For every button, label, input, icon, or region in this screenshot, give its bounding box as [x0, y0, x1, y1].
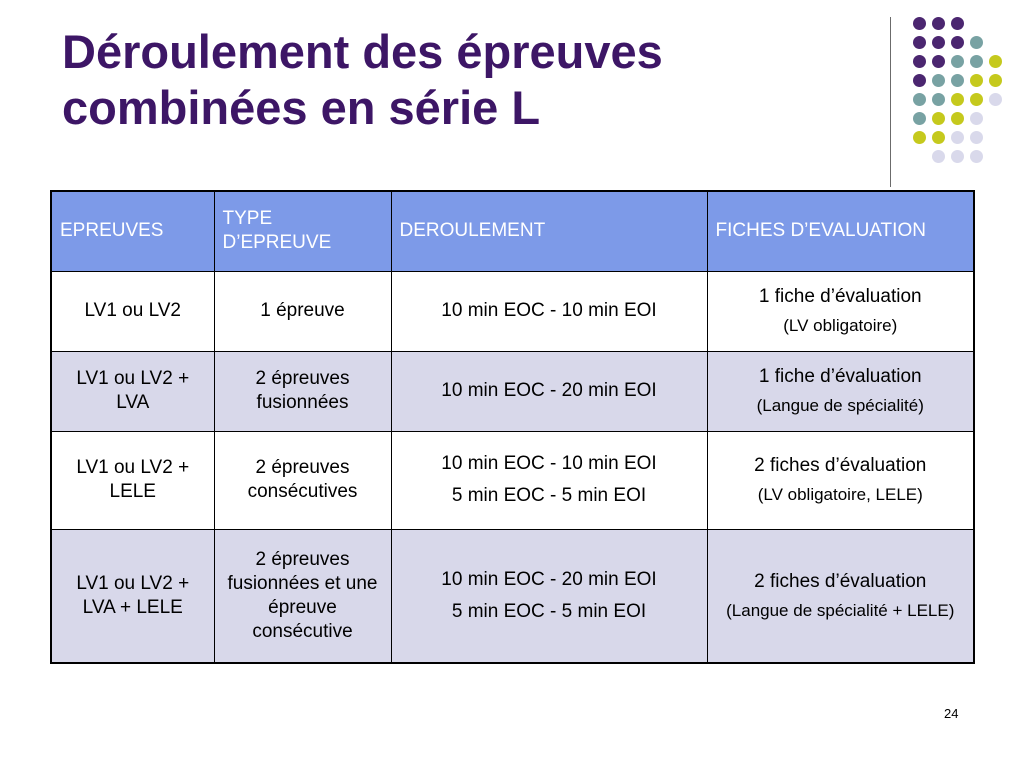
decor-dot: [913, 55, 926, 68]
decor-dot: [951, 74, 964, 87]
decor-dot: [970, 74, 983, 87]
fiche-label: 2 fiches d’évaluation: [754, 455, 927, 476]
decor-dot: [970, 55, 983, 68]
cell-epreuves: LV1 ou LV2: [51, 271, 214, 351]
decor-dot: [970, 112, 983, 125]
decor-dot: [932, 93, 945, 106]
slide-title: [62, 24, 862, 136]
table-row: [51, 529, 974, 663]
decor-dot: [913, 131, 926, 144]
cell-type: 1 épreuve: [214, 271, 391, 351]
table-row: [51, 351, 974, 431]
decor-dot: [951, 17, 964, 30]
cell-epreuves: LV1 ou LV2 + LELE: [51, 431, 214, 529]
decor-dot: [970, 36, 983, 49]
decor-dot: [913, 112, 926, 125]
decor-dot: [932, 150, 945, 163]
decor-dot: [932, 36, 945, 49]
decor-dot: [989, 74, 1002, 87]
cell-epreuves: LV1 ou LV2 + LVA + LELE: [51, 529, 214, 663]
decor-dot: [970, 93, 983, 106]
cell-deroulement: [391, 431, 707, 529]
deroulement-line: 5 min EOC - 5 min EOI: [451, 600, 647, 622]
cell-type: 2 épreuves fusionnées et une épreuve consécutive: [214, 529, 391, 663]
cell-fiche: [707, 351, 974, 431]
deroulement-line: 5 min EOC - 5 min EOI: [451, 485, 647, 506]
page-number: 24: [944, 706, 959, 721]
decor-dot: [932, 112, 945, 125]
deroulement-line: 10 min EOC - 10 min EOI: [441, 300, 657, 321]
cell-fiche: [707, 271, 974, 351]
table-header-row: [51, 191, 974, 271]
decor-dot: [932, 74, 945, 87]
decor-dot: [989, 55, 1002, 68]
decor-dot: [951, 131, 964, 144]
header-cell-epreuves: EPREUVES: [51, 191, 214, 271]
decor-dot: [932, 55, 945, 68]
cell-deroulement: [391, 529, 707, 663]
cell-deroulement: [391, 351, 707, 431]
fiche-note: (Langue de spécialité): [756, 396, 924, 415]
decor-dot: [913, 36, 926, 49]
decor-dot: [951, 55, 964, 68]
decorative-divider: [890, 17, 891, 187]
table-row: [51, 431, 974, 529]
slide-title-line-2: combinées en série L: [62, 81, 541, 134]
fiche-label: 2 fiches d’évaluation: [754, 570, 927, 592]
decor-dot: [951, 93, 964, 106]
header-cell-type: TYPE D’EPREUVE: [214, 191, 391, 271]
decor-dot: [989, 93, 1002, 106]
decor-dot: [913, 17, 926, 30]
fiche-label: 1 fiche d’évaluation: [758, 286, 922, 307]
cell-type: 2 épreuves consécutives: [214, 431, 391, 529]
decor-dot: [951, 150, 964, 163]
header-cell-fiches: FICHES D’EVALUATION: [707, 191, 974, 271]
cell-type: 2 épreuves fusionnées: [214, 351, 391, 431]
fiche-note: (LV obligatoire, LELE): [757, 485, 923, 504]
decor-dot: [970, 150, 983, 163]
decor-dot: [951, 112, 964, 125]
decor-dot: [951, 36, 964, 49]
fiche-label: 1 fiche d’évaluation: [758, 366, 922, 387]
decor-dot: [913, 93, 926, 106]
deroulement-line: 10 min EOC - 20 min EOI: [441, 568, 657, 590]
deroulement-line: 10 min EOC - 20 min EOI: [441, 380, 657, 401]
cell-fiche: [707, 529, 974, 663]
decor-dot: [932, 131, 945, 144]
epreuves-table: [50, 190, 975, 664]
slide-title-line-1: Déroulement des épreuves: [62, 25, 663, 78]
decor-dot: [932, 17, 945, 30]
cell-deroulement: [391, 271, 707, 351]
decor-dot: [913, 74, 926, 87]
header-cell-deroulement: DEROULEMENT: [391, 191, 707, 271]
table-row: [51, 271, 974, 351]
deroulement-line: 10 min EOC - 10 min EOI: [441, 453, 657, 474]
decor-dot: [970, 131, 983, 144]
cell-fiche: [707, 431, 974, 529]
cell-epreuves: LV1 ou LV2 + LVA: [51, 351, 214, 431]
fiche-note: (Langue de spécialité + LELE): [726, 600, 955, 620]
fiche-note: (LV obligatoire): [783, 316, 898, 335]
